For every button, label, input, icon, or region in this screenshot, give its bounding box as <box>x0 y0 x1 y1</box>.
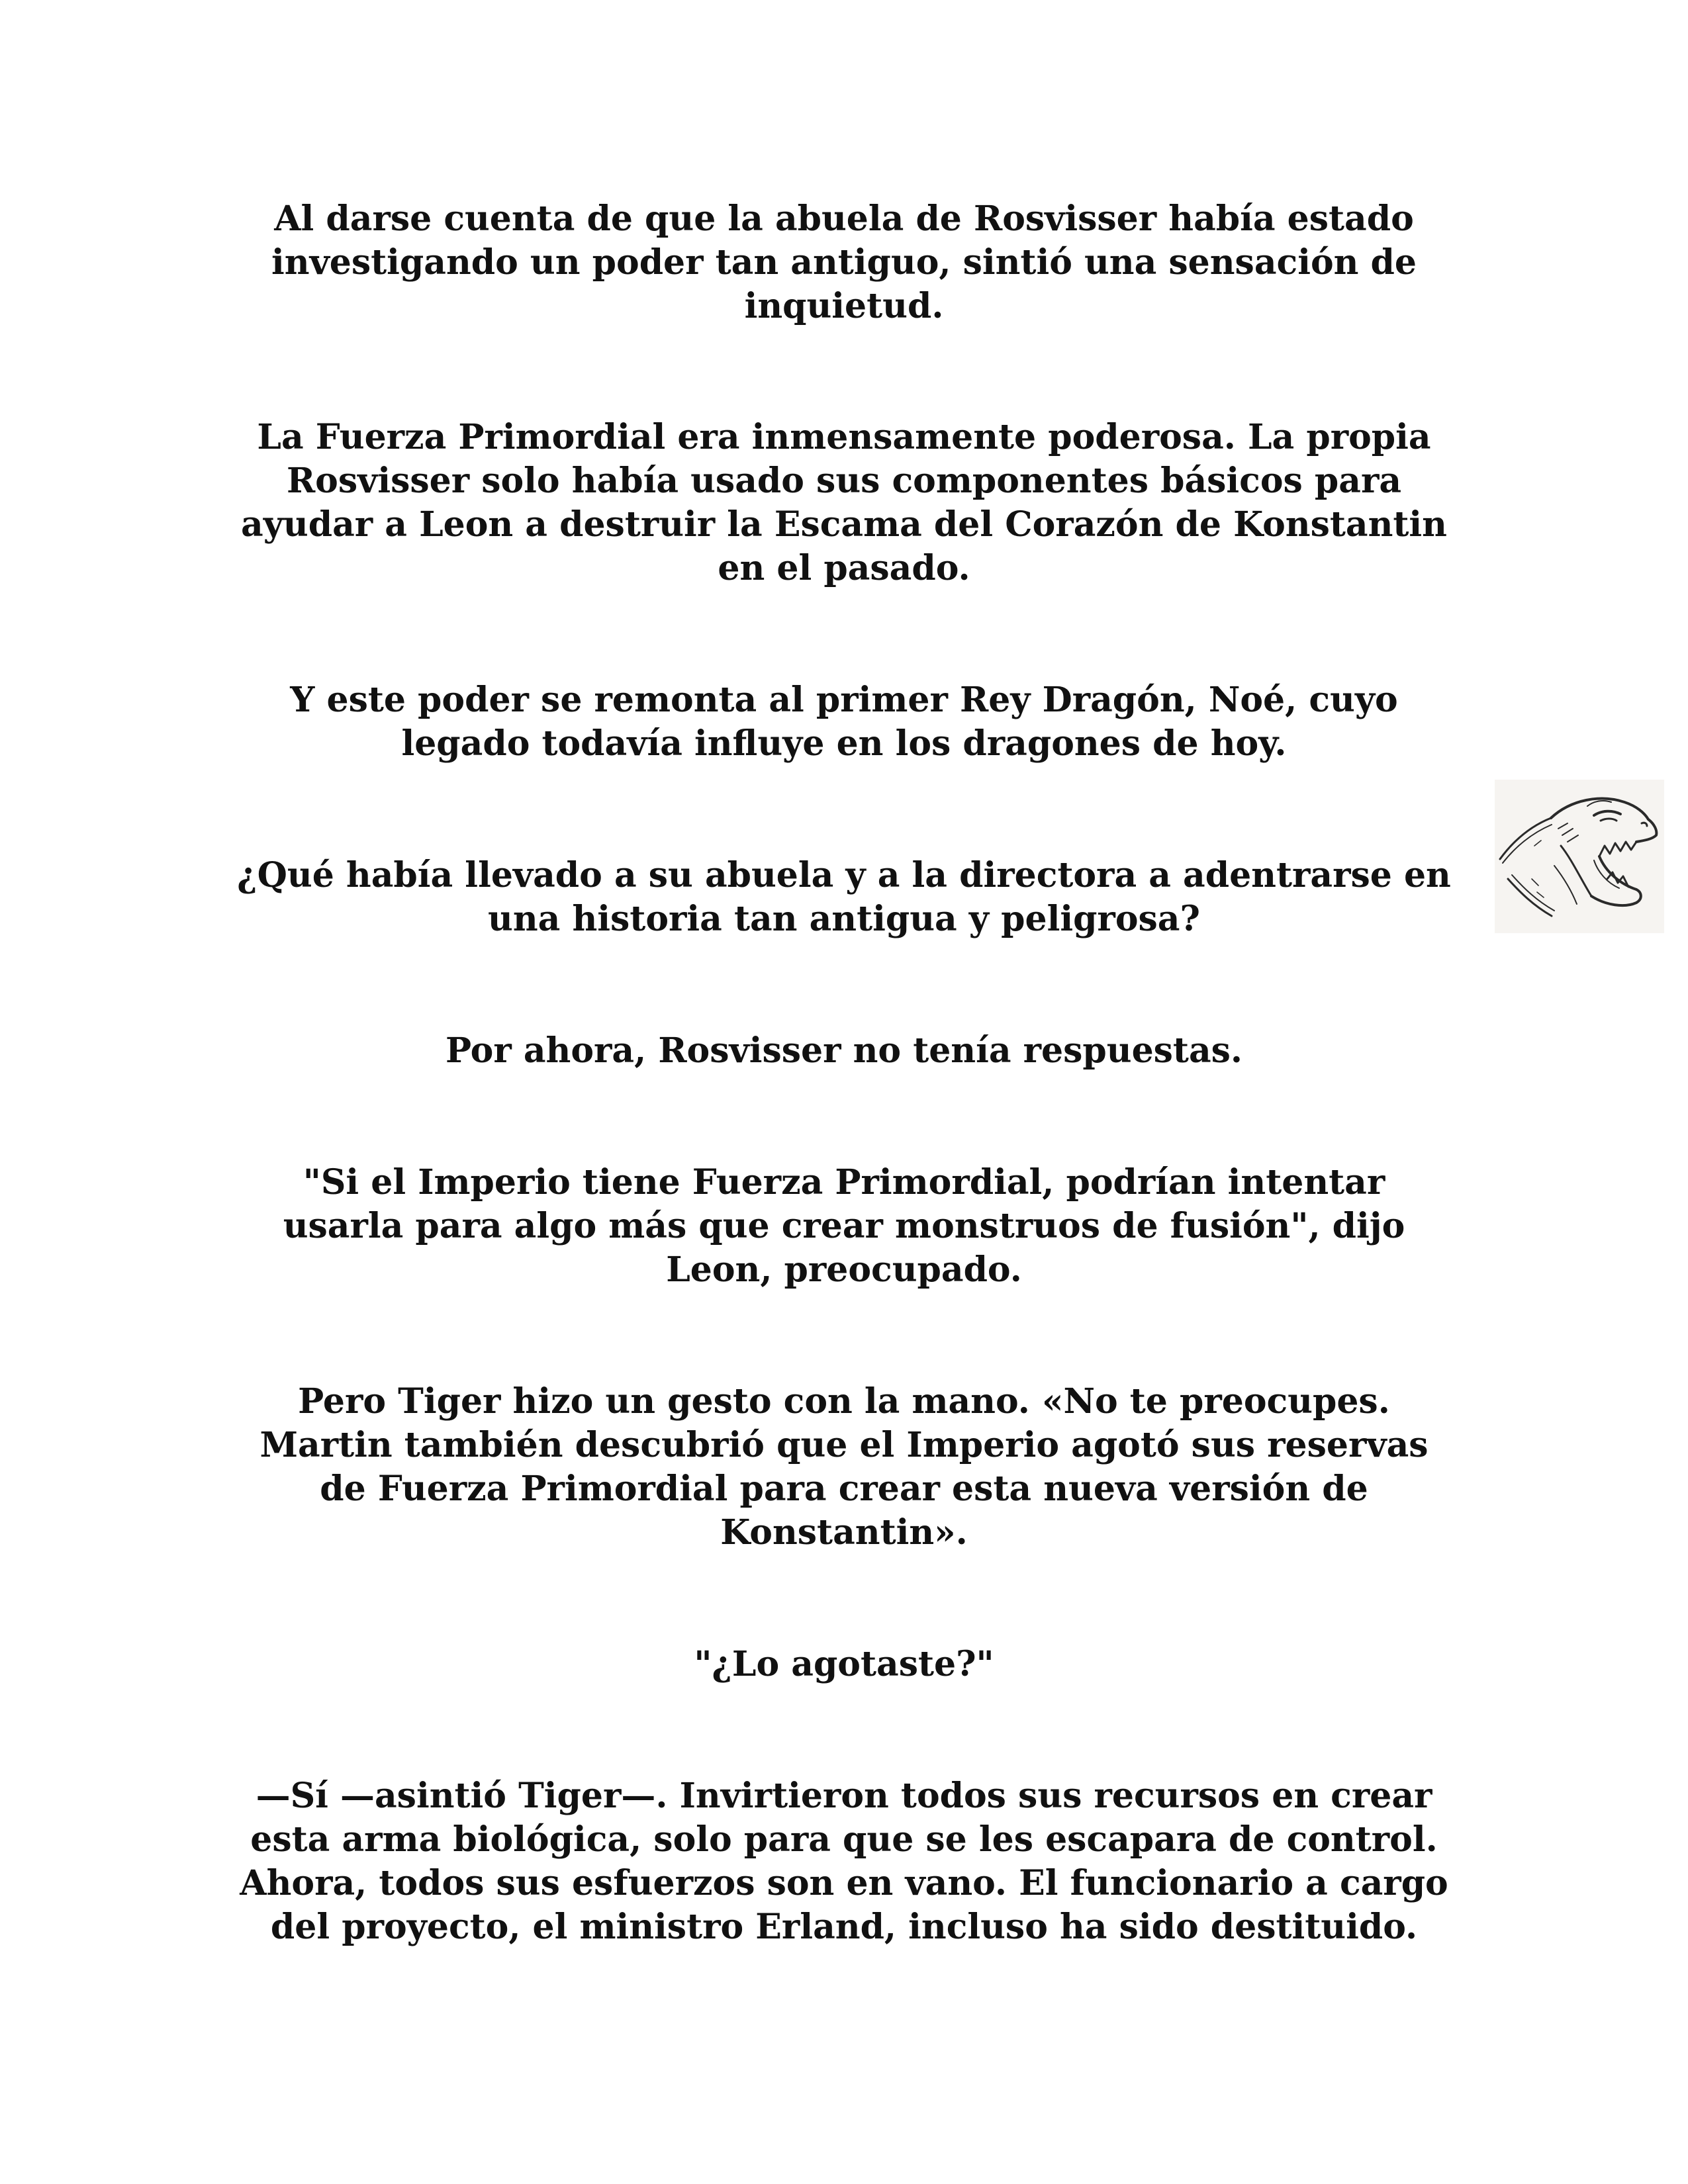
paragraph-5: Por ahora, Rosvisser no tenía respuestas. <box>445 1030 1243 1071</box>
paragraph-2: La Fuerza Primordial era inmensamente poderosa. La propia Rosvisser solo había usado sus componentes básicos para ayudar a Leon a destruir la Escama del Corazón de Konstantin en el pasado. <box>241 417 1447 588</box>
paragraph-3: Y este poder se remonta al primer Rey Dragón, Noé, cuyo legado todavía influye en los dragones de hoy. <box>290 680 1398 764</box>
paragraph-6: "Si el Imperio tiene Fuerza Primordial, podrían intentar usarla para algo más que crear monstruos de fusión", dijo Leon, preocupado. <box>283 1162 1405 1290</box>
paragraph-9: —Sí —asintió Tiger—. Invirtieron todos sus recursos en crear esta arma biológica, solo para que se les escapara de control. Ahora, todos sus esfuerzos son en vano. El funcionario a cargo del proyecto, el ministro Erland, incluso ha sido destituido. <box>240 1776 1448 1947</box>
text-column <box>225 197 1463 1949</box>
paragraph-7: Pero Tiger hizo un gesto con la mano. «No te preocupes. Martin también descubrió que el Imperio agotó sus reservas de Fuerza Primordial para crear esta nueva versión de Konstantin». <box>259 1381 1429 1553</box>
paragraph-4: ¿Qué había llevado a su abuela y a la directora a adentrarse en una historia tan antigua y peligrosa? <box>237 855 1451 939</box>
dragon-head-sketch-icon <box>1495 780 1664 933</box>
paragraph-8: "¿Lo agotaste?" <box>694 1644 994 1684</box>
paragraph-1: Al darse cuenta de que la abuela de Rosvisser había estado investigando un poder tan antiguo, sintió una sensación de inquietud. <box>271 199 1417 326</box>
